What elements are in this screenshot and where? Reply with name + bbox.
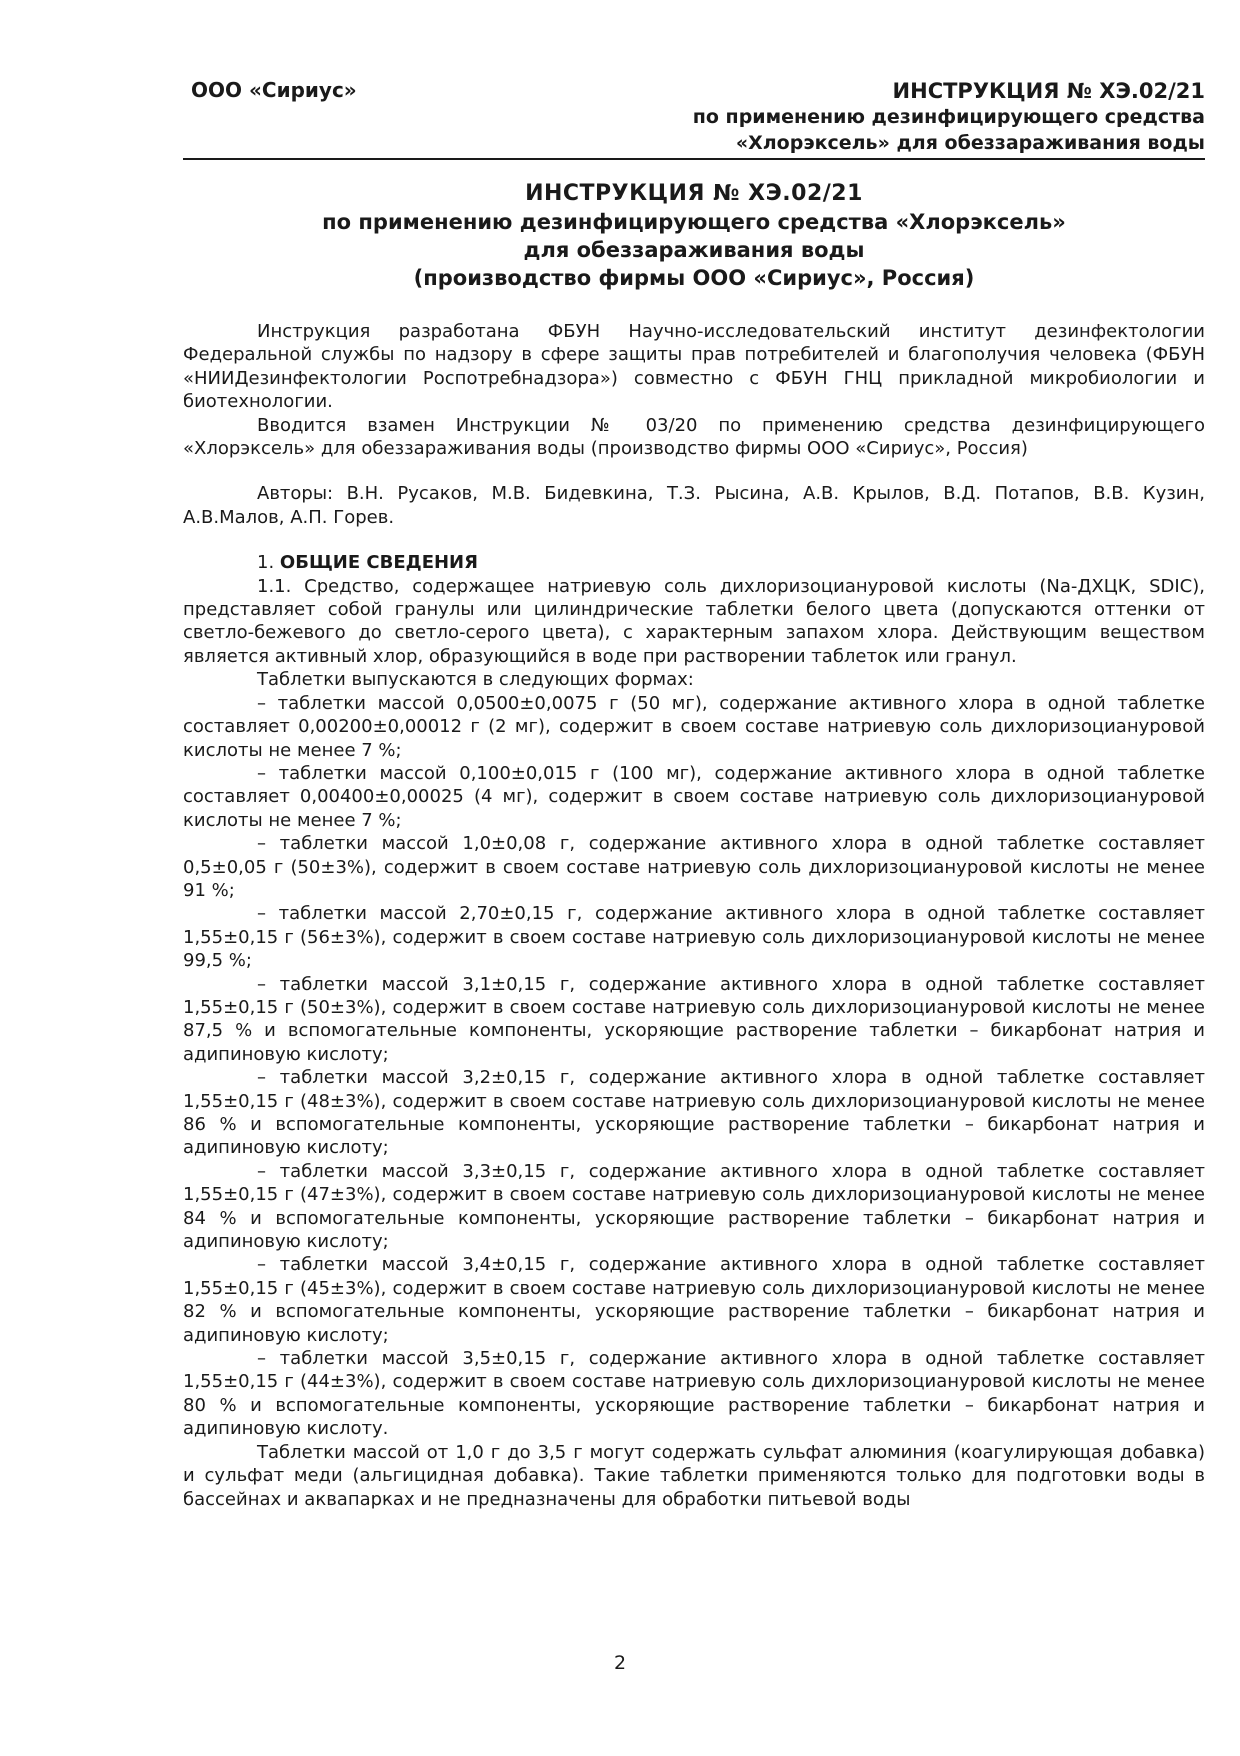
forms-intro: Таблетки выпускаются в следующих формах: [257,669,694,691]
section-heading [183,551,1205,574]
header-doc-line3: «Хлорэксель» для обеззараживания воды [735,132,1205,154]
list-item: – таблетки массой 2,70±0,15 г, содержание активного хлора в одной таблетке составляет 1,55±0,15 г (56±3%), содержит в своем составе натриевую соль дихлоризоциануровой кислоты не менее 99,5 %; [183,903,1205,972]
authors-paragraph: Авторы: В.Н. Русаков, М.В. Бидевкина, Т.З. Рысина, А.В. Крылов, В.Д. Потапов, В.В. Кузин, А.В.Малов, А.П. Горев. [183,483,1205,528]
list-item: – таблетки массой 3,4±0,15 г, содержание активного хлора в одной таблетке составляет 1,55±0,15 г (45±3%), содержит в своем составе натриевую соль дихлоризоциануровой кислоты не менее 82 % и вспомогательные компоненты, ускоряющие растворение таблетки – бикарбонат натрия и адипиновую кислоту; [183,1254,1205,1346]
document-body [183,320,1205,1511]
title-line-1: ИНСТРУКЦИЯ № ХЭ.02/21 [525,181,863,206]
header-doc-line2: по применению дезинфицирующего средства [692,106,1205,128]
title-line-2: по применению дезинфицирующего средства «Хлорэксель» [322,210,1066,234]
list-item: – таблетки массой 3,3±0,15 г, содержание активного хлора в одной таблетке составляет 1,55±0,15 г (47±3%), содержит в своем составе натриевую соль дихлоризоциануровой кислоты не менее 84 % и вспомогательные компоненты, ускоряющие растворение таблетки – бикарбонат натрия и адипиновую кислоту; [183,1160,1205,1253]
page-number: 2 [613,1652,627,1674]
document-title [183,180,1205,292]
header-company: ООО «Сириус» [191,78,357,102]
intro-paragraph-1: Инструкция разработана ФБУН Научно-исследовательский институт дезинфектологии Федеральной службы по надзору в сфере защиты прав потребителей и благополучия человека (ФБУН «НИИДезинфектологии Роспотребнадзора») совместно с ФБУН ГНЦ прикладной микробиологии и биотехнологии. [183,321,1205,413]
closing-paragraph: Таблетки массой от 1,0 г до 3,5 г могут содержать сульфат алюминия (коагулирующая добавка) и сульфат меди (альгицидная добавка). Такие таблетки применяются только для подготовки воды в бассейнах и аквапарках и не предназначены для обработки питьевой воды [183,1441,1205,1510]
title-line-4: (производство фирмы ООО «Сириус», Россия) [413,266,975,290]
running-header [183,72,1205,160]
list-item: – таблетки массой 3,1±0,15 г, содержание активного хлора в одной таблетке составляет 1,55±0,15 г (50±3%), содержит в своем составе натриевую соль дихлоризоциануровой кислоты не менее 87,5 % и вспомогательные компоненты, ускоряющие растворение таблетки – бикарбонат натрия и адипиновую кислоту; [183,973,1205,1065]
list-item: – таблетки массой 3,2±0,15 г, содержание активного хлора в одной таблетке составляет 1,55±0,15 г (48±3%), содержит в своем составе натриевую соль дихлоризоциануровой кислоты не менее 86 % и вспомогательные компоненты, ускоряющие растворение таблетки – бикарбонат натрия и адипиновую кислоту; [183,1067,1205,1159]
list-item: – таблетки массой 1,0±0,08 г, содержание активного хлора в одной таблетке составляет 0,5±0,05 г (50±3%), содержит в своем составе натриевую соль дихлоризоциануровой кислоты не менее 91 %; [183,833,1205,901]
section-title: ОБЩИЕ СВЕДЕНИЯ [279,552,478,574]
list-item: – таблетки массой 0,0500±0,0075 г (50 мг), содержание активного хлора в одной таблетке составляет 0,00200±0,00012 г (2 мг), содержит в своем составе натриевую соль дихлоризоциануровой кислоты не менее 7 %; [183,692,1205,761]
header-doc-info [693,78,1205,156]
list-item: – таблетки массой 0,100±0,015 г (100 мг), содержание активного хлора в одной таблетке составляет 0,00400±0,00025 (4 мг), содержит в своем составе натриевую соль дихлоризоциануровой кислоты не менее 7 %; [183,762,1205,831]
list-item: – таблетки массой 3,5±0,15 г, содержание активного хлора в одной таблетке составляет 1,55±0,15 г (44±3%), содержит в своем составе натриевую соль дихлоризоциануровой кислоты не менее 80 % и вспомогательные компоненты, ускоряющие растворение таблетки – бикарбонат натрия и адипиновую кислоту. [183,1348,1205,1440]
title-line-3: для обеззараживания воды [523,238,865,262]
section-number: 1. [257,552,275,574]
header-doc-number: ИНСТРУКЦИЯ № ХЭ.02/21 [892,79,1205,103]
section-paragraph-1-1: 1.1. Средство, содержащее натриевую соль дихлоризоциануровой кислоты (Na-ДХЦК, SDIC), представляет собой гранулы или цилиндрические таблетки белого цвета (допускаются оттенки от светло-бежевого до светло-серого цвета), с характерным запахом хлора. Действующим веществом является активный хлор, образующийся в воде при растворении таблеток или гранул. [183,575,1205,667]
intro-paragraph-2: Вводится взамен Инструкции № 03/20 по применению средства дезинфицирующего «Хлорэксель» для обеззараживания воды (производство фирмы ООО «Сириус», Россия) [183,414,1205,460]
